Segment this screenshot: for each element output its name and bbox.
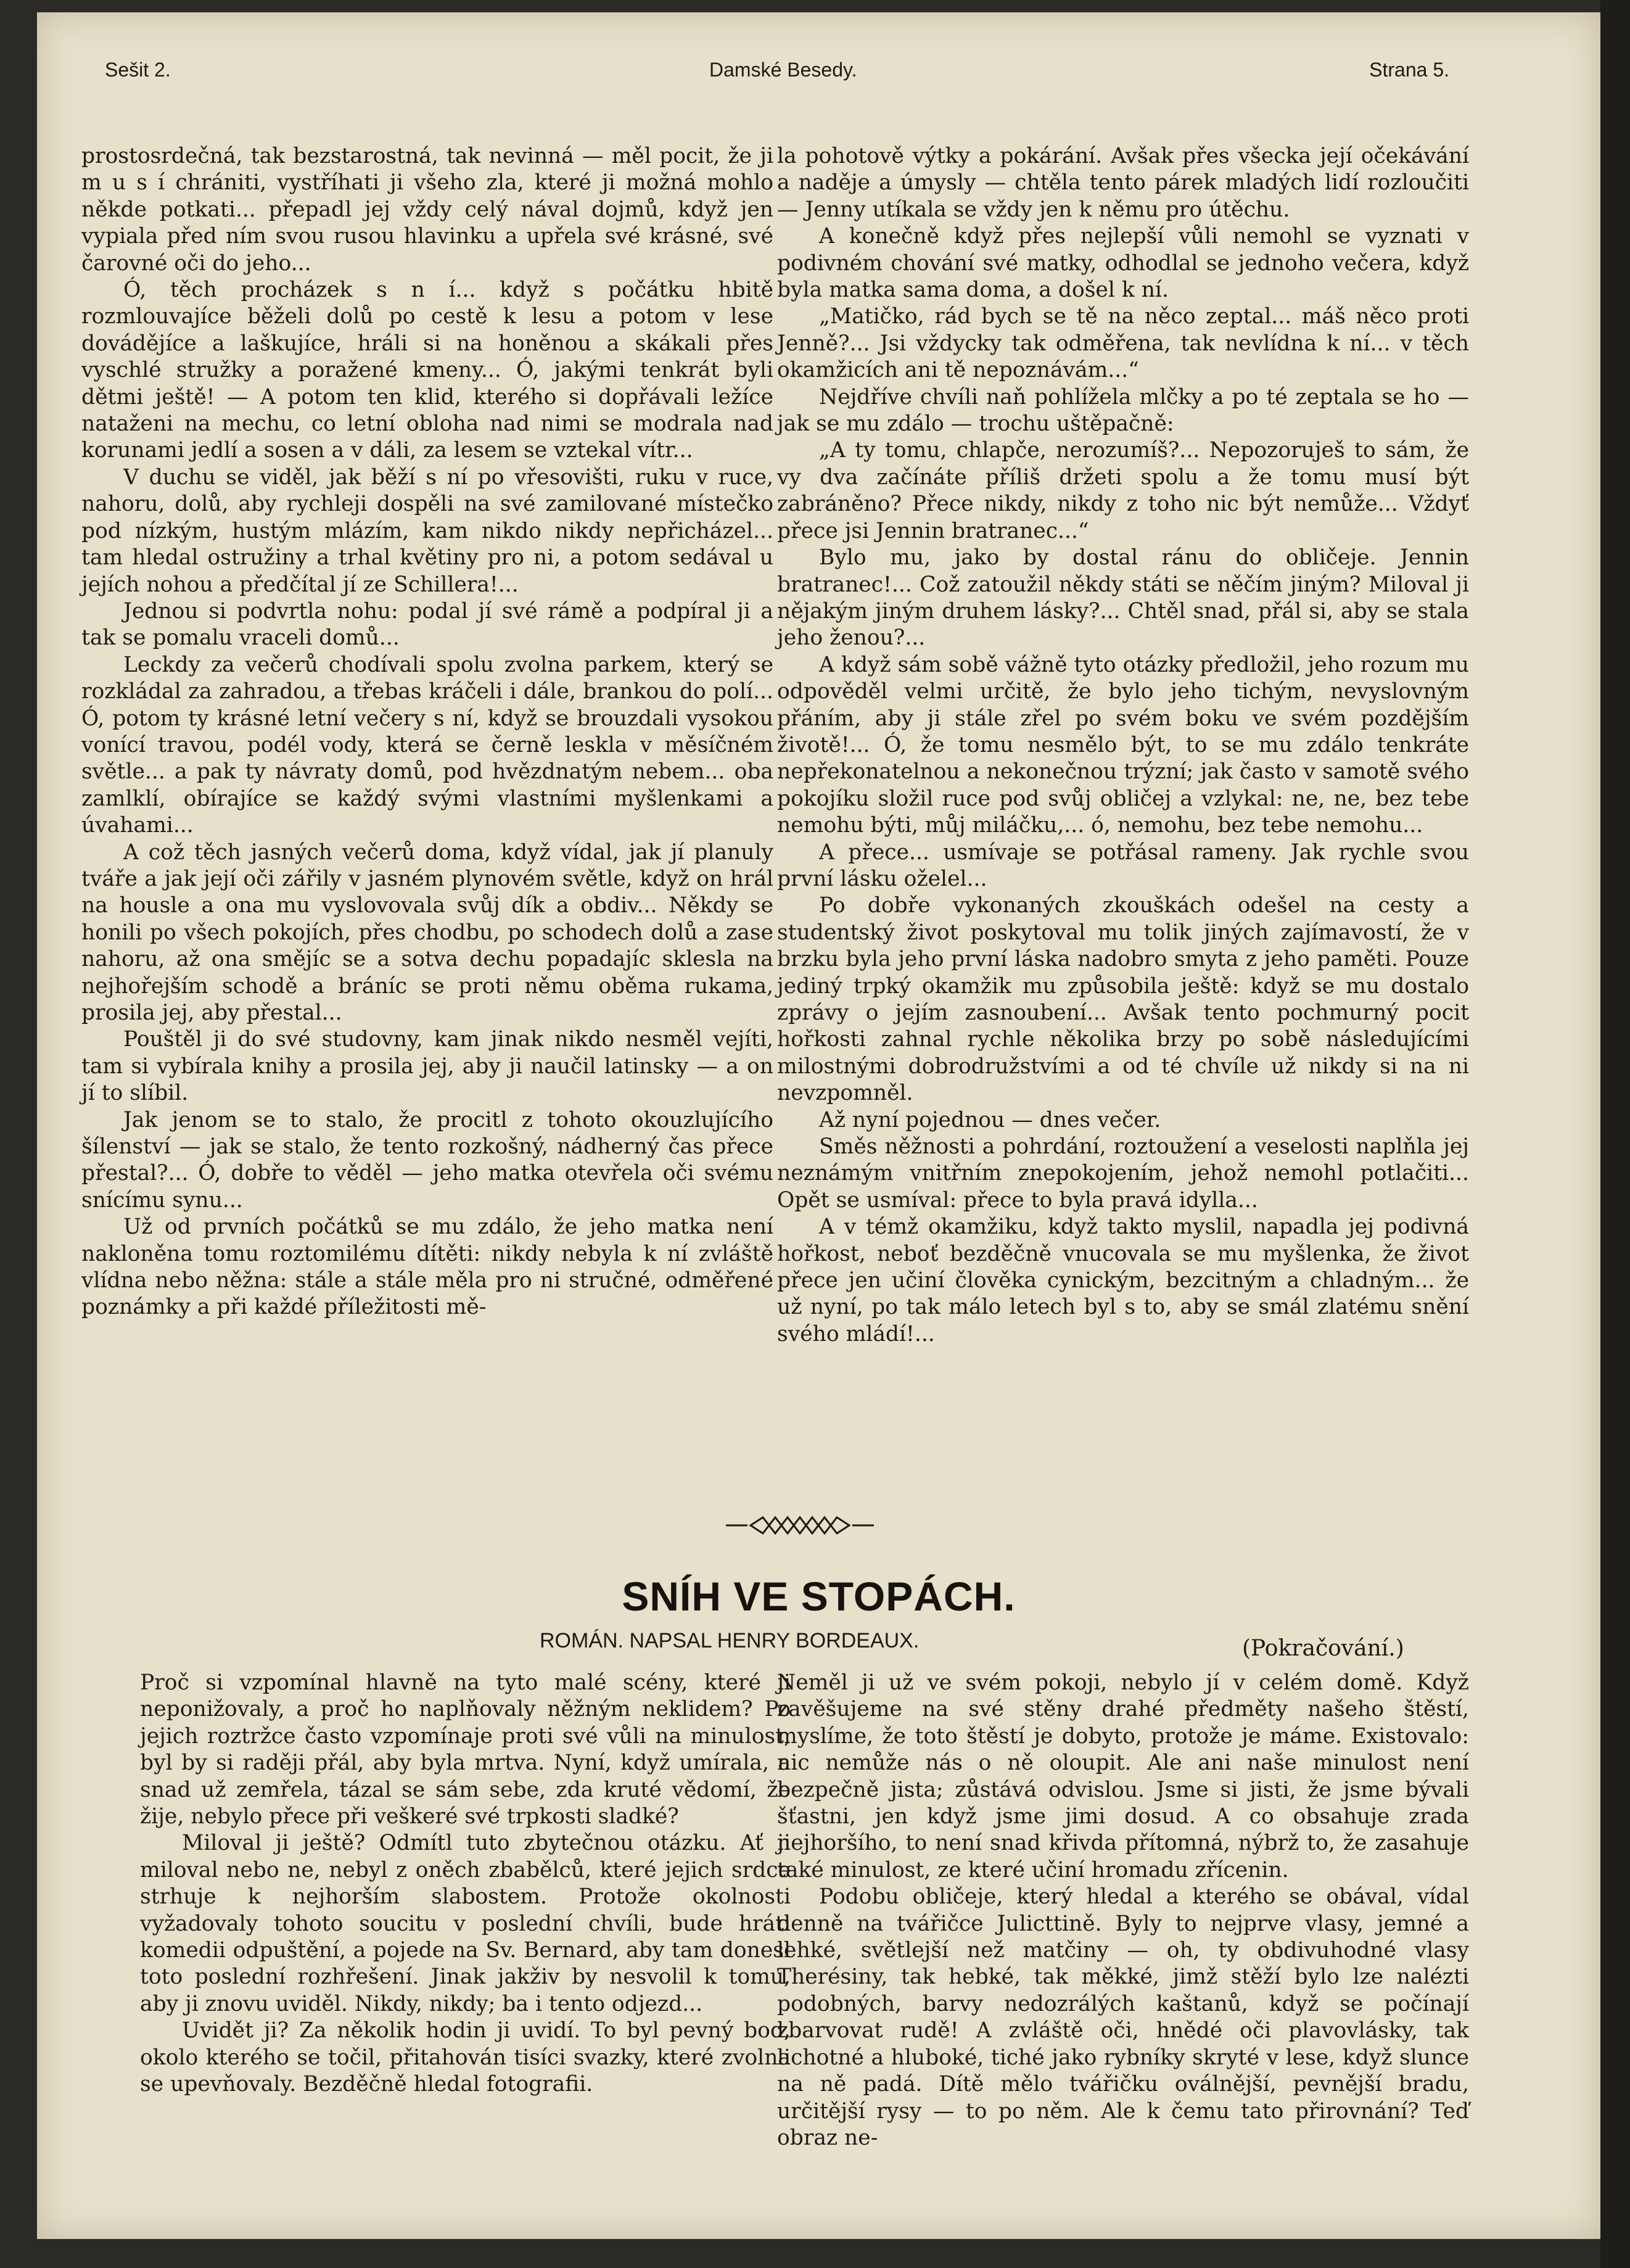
section-divider-ornament	[723, 1510, 877, 1541]
paragraph: V duchu se viděl, jak běží s ní po vřesovišti, ruku v ruce, nahoru, dolů, aby rychleji dospěli na své zamilované místečko pod nízkým, hustým mlázím, kam nikdo nikdy nepřicházel... tam hledal ostružiny a trhal květiny pro ni, a potom sedával u jejích nohou a předčítal jí ze Schillera!...	[81, 464, 773, 597]
paragraph: Nejdříve chvíli naň pohlížela mlčky a po té zeptala se ho — jak se mu zdálo — trochu uštěpačně:	[777, 384, 1469, 437]
paragraph: Už od prvních počátků se mu zdálo, že jeho matka není nakloněna tomu roztomilému dítěti: nikdy nebyla k ní zvláště vlídna nebo něžna: stále a stále měla pro ni stručné, odměřené poznámky a při každé příležitosti mě-	[81, 1214, 773, 1320]
paragraph: prostosrdečná, tak bezstarostná, tak nevinná — měl pocit, že ji m u s í chrániti, vystříhati ji všeho zla, které ji možná mohlo někde potkati... přepadl jej vždy celý nával dojmů, když jen vypiala před ním svou rusou hlavinku a upřela své krásné, své čarovné oči do jeho...	[81, 144, 773, 276]
paragraph: Leckdy za večerů chodívali spolu zvolna parkem, který se rozkládal za zahradou, a třebas kráčeli i dále, brankou do polí... Ó, potom ty krásné letní večery s ní, když se brouzdali vysokou vonící travou, podél vody, která se černě leskla v měsíčném světle... a pak ty návraty domů, pod hvězdnatým nebem... oba zamlklí, obírajíce se každý svými vlastními myšlenkami a úvahami...	[81, 652, 773, 838]
paragraph: „Matičko, rád bych se tě na něco zeptal... máš něco proti Jenně?... Jsi vždycky tak odměřena, tak nevlídna k ní... v těch okamžicích ani tě nepoznávám...“	[777, 304, 1469, 383]
paragraph: Jednou si podvrtla nohu: podal jí své rámě a podpíral ji a tak se pomalu vraceli domů...	[81, 598, 773, 651]
paragraph: „A ty tomu, chlapče, nerozumíš?... Nepozoruješ to sám, že vy dva začínáte příliš držeti spolu a že tomu musí být zabráněno? Přece nikdy, nikdy z toho nic být nemůže... Vždyť přece jsi Jennin bratranec...“	[777, 438, 1469, 543]
paragraph: A což těch jasných večerů doma, když vídal, jak jí planuly tváře a jak její oči zářily v jasném plynovém světle, když on hrál na housle a ona mu vyslovovala svůj dík a obdiv... Někdy se honili po všech pokojích, přes chodbu, po schodech dolů a zase nahoru, až ona smějíc se a sotva dechu popadajíc sklesla na nejhořejším schodě a bráníc se proti němu oběma rukama, prosila jej, aby přestal...	[81, 839, 773, 1025]
story2-title: SNÍH VE STOPÁCH.	[622, 1573, 1016, 1619]
paragraph: A konečně když přes nejlepší vůli nemohl se vyznati v podivném chování své matky, odhodlal se jednoho večera, když byla matka sama doma, a došel k ní.	[777, 224, 1469, 303]
paragraph: Uvidět ji? Za několik hodin ji uvidí. To byl pevný bod, okolo kterého se točil, přitahován tisíci svazky, které zvolna se upevňovaly. Bezděčně hledal fotografii.	[140, 2018, 791, 2097]
paragraph: A v témž okamžiku, když takto myslil, napadla jej podivná hořkost, neboť bezděčně vnucovala se mu myšlenka, že život přece jen učiní člověka cynickým, bezcitným a chladným... že už nyní, po tak málo letech byl s to, aby se smál zlatému snění svého mládí!...	[777, 1214, 1469, 1346]
issue-number: Sešit 2.	[105, 59, 171, 81]
newspaper-page	[37, 12, 1600, 2239]
page-number: Strana 5.	[1369, 59, 1449, 81]
paragraph: Bylo mu, jako by dostal ránu do obličeje. Jennin bratranec!... Což zatoužil někdy státi se něčím jiným? Miloval ji nějakým jiným druhem lásky?... Chtěl snad, přál si, aby se stala jeho ženou?...	[777, 545, 1469, 651]
paragraph: A když sám sobě vážně tyto otázky předložil, jeho rozum mu odpověděl velmi určitě, že bylo jeho tichým, nevyslovným přáním, aby ji stále zřel po svém boku ve svém pozdějším životě!... Ó, že tomu nesmělo být, to se mu zdálo tenkráte nepřekonatelnou a nekonečnou trýzní; jak často v samotě svého pokojíku složil ruce pod svůj obličej a vzlykal: ne, ne, bez tebe nemohu býti, můj miláčku,... ó, nemohu, bez tebe nemohu...	[777, 652, 1469, 838]
paragraph: Ó, těch procházek s n í... když s počátku hbitě rozmlouvajíce běželi dolů po cestě k lesu a potom v lese dovádějíce a laškujíce, hráli si na honěnou a skákali přes vyschlé stružky a poražené kmeny... Ó, jakými tenkrát byli dětmi ještě! — A potom ten klid, kterého si dopřávali ležíce nataženi na mechu, co letní obloha nad nimi se modrala nad korunami jedlí a sosen a v dáli, za lesem se vztekal vítr...	[81, 278, 773, 463]
story2-column-right	[777, 1670, 1469, 2151]
paragraph: Po dobře vykonaných zkouškách odešel na cesty a studentský život poskytoval mu tolik jiných zajímavostí, že v brzku byla jeho první láska nadobro smyta z jeho paměti. Pouze jediný trpký okamžik mu způsobila ještě: když se mu dostalo zprávy o jejím zasnoubení... Avšak tento pochmurný pocit hořkosti zahnal rychle několika brzy po sobě následujícími milostnými dobrodružstvími a od té chvíle už nikdy si na ni nevzpomněl.	[777, 893, 1469, 1106]
paragraph: Směs něžnosti a pohrdání, roztoužení a veselosti naplňla jej neznámým vnitřním znepokojením, jehož nemohl potlačiti... Opět se usmíval: přece to byla pravá idylla...	[777, 1134, 1469, 1213]
story1-column-right	[777, 143, 1469, 1348]
story1-column-left	[81, 143, 773, 1321]
paragraph: Podobu obličeje, který hledal a kterého se obával, vídal denně na tvářičce Julicttině. Byly to nejprve vlasy, jemné a lehké, světlejší než matčiny — oh, ty obdivuhodné vlasy Therésiny, tak hebké, tak měkké, jimž stěží bylo lze nalézti podobných, barvy nedozrálých kaštanů, když se počínají zbarvovat rudě! A zvláště oči, hnědé oči plavovlásky, tak lichotné a hluboké, tiché jako rybníky skryté v lese, když slunce na ně padá. Dítě mělo tvářičku oválnější, pevnější bradu, určitější rysy — to po něm. Ale k čemu tato přirovnání? Teď obraz ne-	[777, 1884, 1469, 2150]
story2-byline: ROMÁN. NAPSAL HENRY BORDEAUX.	[540, 1629, 920, 1652]
continued-note: (Pokračování.)	[1242, 1636, 1404, 1661]
paragraph: Jak jenom se to stalo, že procitl z tohoto okouzlujícího šílenství — jak se stalo, že tento rozkošný, nádherný čas přece přestal?... Ó, dobře to věděl — jeho matka otevřela oči svému snícímu synu...	[81, 1107, 773, 1213]
paragraph: Až nyní pojednou — dnes večer.	[819, 1107, 1161, 1132]
story2-column-left	[140, 1670, 791, 2098]
paragraph: Neměl ji už ve svém pokoji, nebylo jí v celém domě. Když zavěšujeme na své stěny drahé předměty našeho štěstí, myslíme, že toto štěstí je dobyto, protože je máme. Existovalo: nic nemůže nás o ně oloupit. Ale ani naše minulost není bezpečně jista; zůstává odvislou. Jsme si jisti, že jsme bývali šťastni, jen když jsme jimi dosud. A co obsahuje zrada nejhoršího, to není snad křivda přítomná, nýbrž to, že zasahuje také minulost, ze které učiní hromadu zřícenin.	[777, 1670, 1469, 1882]
paragraph: Proč si vzpomínal hlavně na tyto malé scény, které ji neponižovaly, a proč ho naplňovaly něžným neklidem? Po jejich roztržce často vzpomínaje proti své vůli na minulost, byl by si raději přál, aby byla mrtva. Nyní, když umírala, a snad už zemřela, tázal se sám sebe, zda kruté vědomí, že žije, nebylo přece při veškeré své trpkosti sladké?	[140, 1670, 791, 1829]
paragraph: la pohotově výtky a pokárání. Avšak přes všecka její očekávání a naděje a úmysly — chtěla tento párek mladých lidí rozloučiti — Jenny utíkala se vždy jen k němu pro útěchu.	[777, 144, 1469, 222]
scan-edge	[1600, 0, 1630, 2268]
paragraph: Pouštěl ji do své studovny, kam jinak nikdo nesměl vejíti, tam si vybírala knihy a prosila jej, aby ji naučil latinsky — a on jí to slíbil.	[81, 1027, 773, 1106]
page-header	[105, 59, 1449, 96]
paragraph: A přece... usmívaje se potřásal rameny. Jak rychle svou první lásku oželel...	[777, 839, 1469, 891]
magazine-title: Damské Besedy.	[709, 59, 857, 81]
paragraph: Miloval ji ještě? Odmítl tuto zbytečnou otázku. Ať ji miloval nebo ne, nebyl z oněch zbabělců, které jejich srdce strhuje k nejhorším slabostem. Protože okolnosti vyžadovaly tohoto soucitu v poslední chvíli, bude hráti komedii odpuštění, a pojede na Sv. Bernard, aby tam donesl toto poslední rozhřešení. Jinak jakživ by nesvolil k tomu, aby ji znovu uviděl. Nikdy, nikdy; ba i tento odjezd...	[140, 1831, 791, 2016]
